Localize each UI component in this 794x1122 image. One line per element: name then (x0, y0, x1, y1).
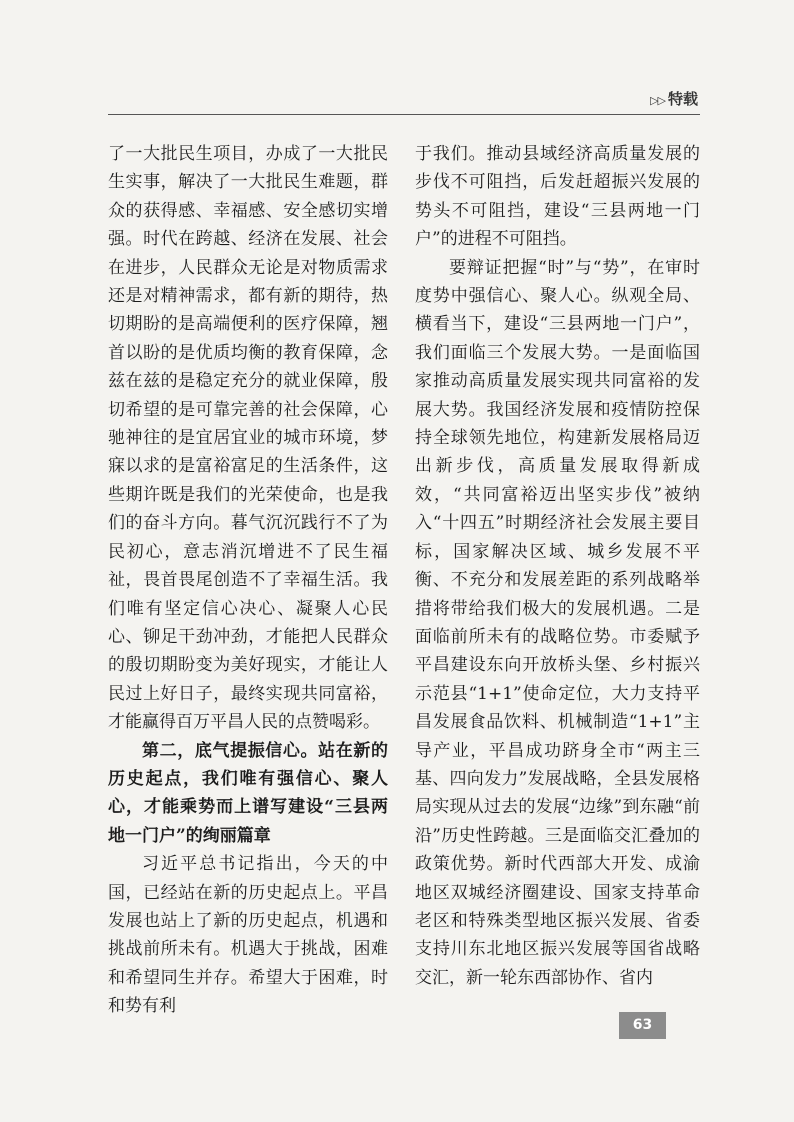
header-rule (108, 114, 700, 115)
paragraph: 习近平总书记指出，今天的中国，已经站在新的历史起点上。平昌发展也站上了新的历史起点，机遇和挑战前所未有。机遇大于挑战，困难和希望同生并存。希望大于困难，时和势有利 (108, 854, 388, 1017)
double-arrow-icon: ▷▷ (650, 94, 665, 107)
paragraph-continued: 于我们。推动县域经济高质量发展的步伐不可阻挡，后发赶超振兴发展的势头不可阻挡，建设“三县两地一门户”的进程不可阻挡。 (415, 144, 700, 250)
page-number: 63 (619, 1012, 666, 1039)
section-title: 特载 (667, 90, 698, 108)
left-column (108, 140, 388, 1021)
paragraph: 要辩证把握“时”与“势”，在审时度势中强信心、聚人心。纵观全局、横看当下，建设“三县两地一门户”，我们面临三个发展大势。一是面临国家推动高质量发展实现共同富裕的发展大势。我国经济发展和疫情防控保持全球领先地位，构建新发展格局迈出新步伐，高质量发展取得新成效，“共同富裕迈出坚实步伐”被纳入“十四五”时期经济社会发展主要目标，国家解决区域、城乡发展不平衡、不充分和发展差距的系列战略举措将带给我们极大的发展机遇。二是面临前所未有的战略位势。市委赋予平昌建设东向开放桥头堡、乡村振兴示范县“1+1”使命定位，大力支持平昌发展食品饮料、机械制造“1+1”主导产业，平昌成功跻身全市“两主三基、四向发力”发展战略，全县发展格局实现从过去的发展“边缘”到东融“前沿”历史性跨越。三是面临交汇叠加的政策优势。新时代西部大开发、成渝地区双城经济圈建设、国家支持革命老区和特殊类型地区振兴发展、省委支持川东北地区振兴发展等国省战略交汇，新一轮东西部协作、省内 (415, 257, 700, 988)
paragraph-continued: 了一大批民生项目，办成了一大批民生实事，解决了一大批民生难题，群众的获得感、幸福感、安全感切实增强。时代在跨越、经济在发展、社会在进步，人民群众无论是对物质需求还是对精神需求，都有新的期待，热切期盼的是高端便利的医疗保障，翘首以盼的是优质均衡的教育保障，念兹在兹的是稳定充分的就业保障，殷切希望的是可靠完善的社会保障，心驰神往的是宜居宜业的城市环境，梦寐以求的是富裕富足的生活条件，这些期许既是我们的光荣使命，也是我们的奋斗方向。暮气沉沉践行不了为民初心，意志消沉增进不了民生福祉，畏首畏尾创造不了幸福生活。我们唯有坚定信心决心、凝聚人心民心、铆足干劲冲劲，才能把人民群众的殷切期盼变为美好现实，才能让人民过上好日子，最终实现共同富裕，才能赢得百万平昌人民的点赞喝彩。 (108, 144, 388, 733)
right-column (415, 140, 700, 992)
section-header (650, 88, 698, 109)
section-heading: 第二，底气提振信心。站在新的历史起点，我们唯有强信心、聚人心，才能乘势而上谱写建设“三县两地一门户”的绚丽篇章 (108, 740, 388, 846)
